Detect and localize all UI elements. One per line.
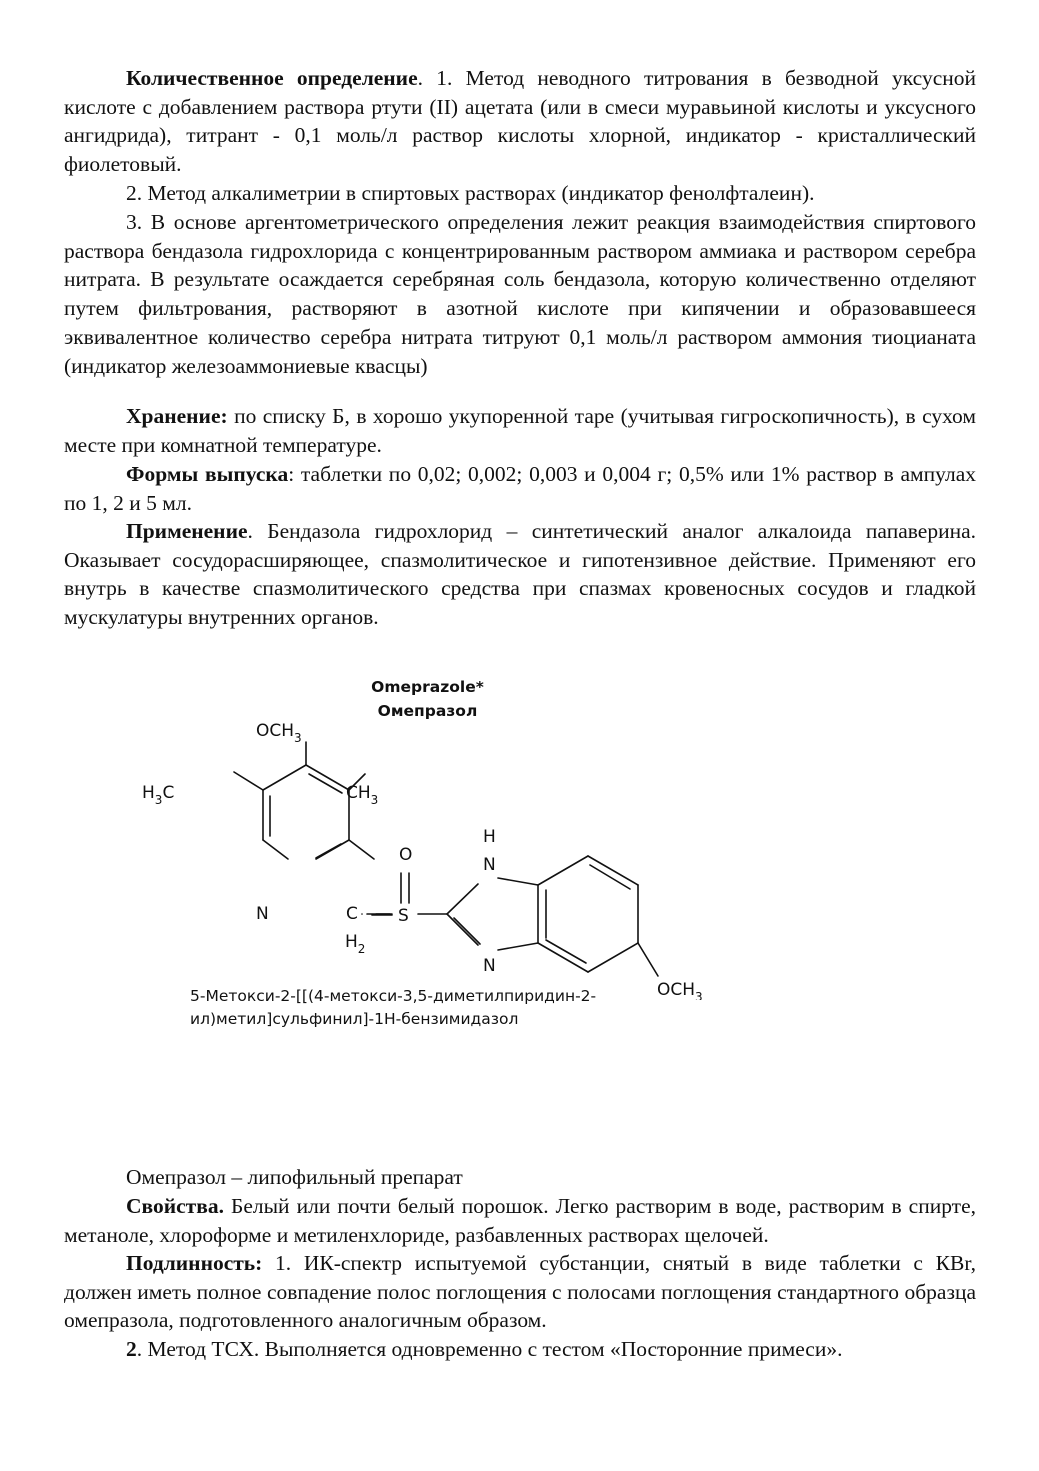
paragraph-text: по списку Б, в хорошо укупоренной таре (учитывая гигроскопичность), в сухом месте при комнатной температуре.: [64, 404, 976, 457]
bond: [498, 943, 538, 950]
bond: [349, 840, 374, 859]
bond: [454, 918, 480, 944]
bond: [588, 856, 638, 885]
label-o: O: [399, 845, 413, 865]
heading-application: Применение: [126, 519, 248, 543]
bond: [588, 943, 638, 972]
bond: [498, 878, 538, 885]
paragraph-text: . 1. Метод неводного титрования в безводной уксусной кислоте с добавлением раствора ртути (II) ацетата (или в смеси муравьиной кислоты и уксусного ангидрида), титрант - 0,1 моль/л раствор кислоты хлорной, индикатор - кристаллический фиолетовый.: [64, 66, 976, 177]
paragraph-text: Омепразол – липофильный препарат: [126, 1165, 463, 1189]
heading-release-forms: Формы выпуска: [126, 462, 289, 486]
paragraph-text: Белый или почти белый порошок. Легко растворим в воде, растворим в спирте, метаноле, хлороформе и метиленхлориде, разбавленных растворах щелочей.: [64, 1194, 976, 1247]
label-och3-top: $OCH_3$: [256, 721, 302, 745]
paragraph-authenticity: [64, 1249, 976, 1335]
bond: [316, 844, 341, 858]
bond: [306, 765, 349, 790]
heading-quantitative-determination: Количественное определение: [126, 66, 418, 90]
bond: [538, 856, 588, 885]
paragraph-storage: [64, 402, 976, 459]
paragraph-text: . Бендазола гидрохлорид – синтетический аналог алкалоида папаверина. Оказывает сосудорасширяющее, спазмолитическое и гипотензивное действие. Применяют его внутрь в качестве спазмолитического средства при спазмах кровеносных сосудов и гладкой мускулатуры внутренних органов.: [64, 519, 976, 630]
heading-storage: Хранение:: [126, 404, 228, 428]
bond: [447, 914, 478, 945]
paragraph-application: [64, 517, 976, 632]
paragraph-text: 2. Метод алкалиметрии в спиртовых растворах (индикатор фенолфталеин).: [126, 181, 815, 205]
paragraph-lipophilic: [64, 1163, 976, 1192]
bond: [234, 772, 263, 790]
omeprazole-structure-diagram: [120, 660, 760, 1000]
label-ch3-right: $CH_3$: [346, 783, 379, 807]
paragraph-alkalimetry-method: [64, 179, 976, 208]
paragraph-text: : таблетки по 0,02; 0,002; 0,003 и 0,004 г; 0,5% или 1% раствор в ампулах по 1, 2 и 5 мл.: [64, 462, 976, 515]
label-och3-bottom: $OCH_3$: [657, 980, 703, 1000]
paragraph-quantitative-determination: [64, 64, 976, 179]
label-n-pyridine: N: [256, 904, 269, 924]
structure-title-en: Omeprazole*: [371, 678, 484, 696]
label-n-imidazole: N: [483, 956, 496, 976]
label-c-methylene: C: [346, 904, 358, 924]
bond: [263, 765, 306, 790]
heading-authenticity: Подлинность:: [126, 1251, 263, 1275]
paragraph-properties: [64, 1192, 976, 1249]
structure-title-ru: Омепразол: [377, 702, 478, 720]
bond: [263, 840, 288, 859]
paragraph-text: . Метод ТСХ. Выполняется одновременно с тестом «Посторонние примеси».: [136, 1337, 843, 1361]
heading-properties: Свойства.: [126, 1194, 224, 1218]
label-h2: $H_2$: [345, 932, 366, 956]
label-s: S: [398, 906, 409, 926]
label-nh-h: H: [483, 827, 496, 847]
bond: [538, 943, 588, 972]
structure-iupac-name: 5-Метокси-2-[[(4-метокси-3,5-диметилпиридин-2-ил)метил]сульфинил]-1Н-бензимидазол: [190, 987, 597, 1028]
bond: [638, 943, 658, 976]
item-number: 2: [126, 1337, 137, 1361]
paragraph-release-forms: [64, 460, 976, 517]
bond: [447, 884, 478, 914]
paragraph-tlc-method: [64, 1335, 976, 1364]
paragraph-text: 3. В основе аргентометрического определения лежит реакция взаимодействия спиртового раствора бендазола гидрохлорида с концентрированным раствором аммиака и раствором серебра нитрата. В результате осаждается серебряная соль бендазола, которую количественно отделяют путем фильтрования, растворяют в азотной кислоте при кипячении и образовавшееся эквивалентное количество серебра нитрата титруют 0,1 моль/л раствором аммония тиоцианата (индикатор железоаммониевые квасцы): [64, 210, 976, 378]
paragraph-text: 1. ИК-спектр испытуемой субстанции, снятый в виде таблетки с КВr, должен иметь полное совпадение полос поглощения с полосами поглощения стандартного образца омепразола, подготовленного аналогичным образом.: [64, 1251, 976, 1333]
label-nh-n: N: [483, 855, 496, 875]
label-h3c: $H_3C$: [142, 783, 175, 807]
paragraph-argentometry-method: [64, 208, 976, 380]
